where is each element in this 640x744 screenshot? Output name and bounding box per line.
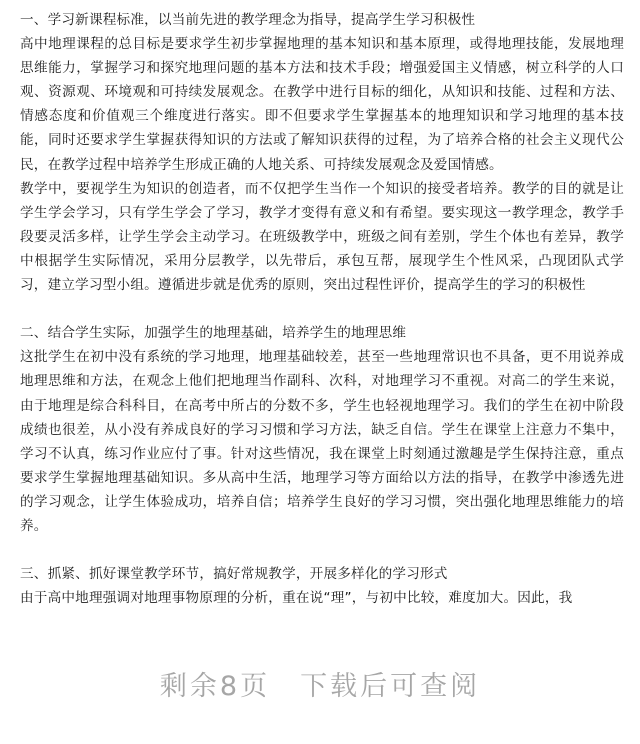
section-heading: 三、抓紧、抓好课堂教学环节，搞好常规教学，开展多样化的学习形式 (20, 566, 448, 583)
section-2 (20, 321, 624, 538)
section-1 (20, 8, 624, 297)
blank-line (20, 297, 624, 321)
paragraph: 教学中，要视学生为知识的创造者，而不仅把学生当作一个知识的接受者培养。教学的目的就是让学生学会学习，只有学生学会了学习，教学才变得有意义和有希望。要实现这一教学理念，教学手段要灵活多样，让学生学会主动学习。在班级教学中，班级之间有差别，学生个体也有差异，教学中根据学生实际情况，采用分层教学，以先带后，承包互帮，展现学生个性风采，凸现团队式学习，建立学习型小组。遵循进步就是优秀的原则，突出过程性评价，提高学生的学习的积极性 (20, 180, 624, 294)
remaining-pages-banner[interactable] (0, 648, 640, 718)
paragraph: 高中地理课程的总目标是要求学生初步掌握地理的基本知识和基本原理，或得地理技能，发展地理思维能力，掌握学习和探究地理问题的基本方法和技术手段；增强爱国主义情感，树立科学的人口观、资源观、环境观和可持续发展观念。在教学中进行目标的细化，从知识和技能、过程和方法、情感态度和价值观三个维度进行落实。即不但要求学生掌握基本的地理知识和学习地理的基本技能，同时还要求学生掌握获得知识的方法或了解知识获得的过程，为了培养合格的社会主义现代公民，在教学过程中培养学生形成正确的人地关系、可持续发展观念及爱国情感。 (20, 36, 624, 173)
paragraph: 这批学生在初中没有系统的学习地理，地理基础较差，甚至一些地理常识也不具备，更不用说养成地理思维和方法，在观念上他们把地理当作副科、次科，对地理学习不重视。对高二的学生来说，由于地理是综合科科目，在高考中所占的分数不多，学生也轻视地理学习。我们的学生在初中阶段成绩也很差，从小没有养成良好的学习习惯和学习方法，缺乏自信。学生在课堂上注意力不集中，学习不认真，练习作业应付了事。针对这些情况，我在课堂上时刻通过激趣是学生保持注意，重点要求学生掌握地理基础知识。多从高中生活，地理学习等方面给以方法的指导，在教学中渗透先进的学习观念，让学生体验成功，培养自信；培养学生良好的学习习惯，突出强化地理思维能力的培养。 (20, 349, 624, 534)
section-heading: 一、学习新课程标准，以当前先进的教学理念为指导，提高学生学习积极性 (20, 12, 476, 28)
blank-line (20, 538, 624, 562)
section-heading: 二、结合学生实际，加强学生的地理基础，培养学生的地理思维 (20, 325, 407, 342)
download-to-read-more-link[interactable]: 剩余8页 下载后可查阅 (159, 670, 481, 702)
paragraph: 由于高中地理强调对地理事物原理的分析，重在说“理”，与初中比较，难度加大。因此，我 (20, 590, 573, 607)
document-body (20, 8, 624, 610)
section-3 (20, 562, 624, 610)
